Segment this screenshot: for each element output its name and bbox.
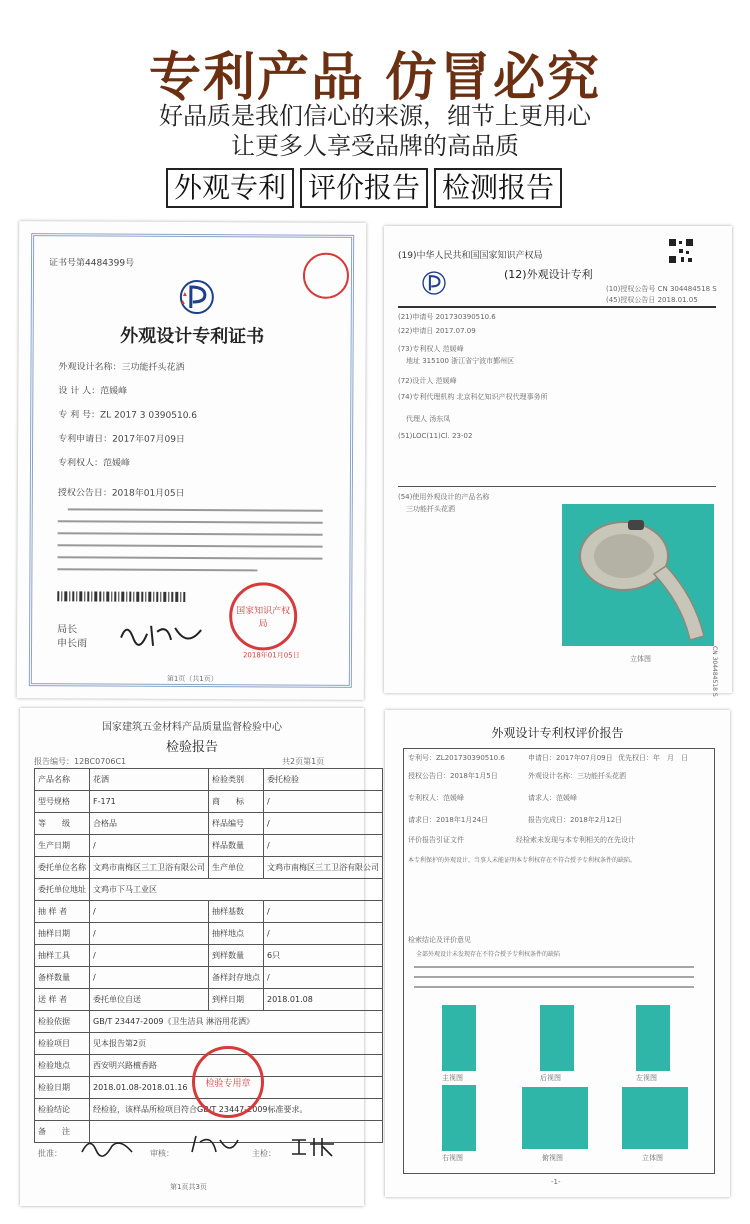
gazette-side-code: CN 304484518 S — [711, 646, 718, 697]
test-field-value: 经检验，该样品所检项目符合GB/T 23447-2009标准要求。 — [90, 1099, 383, 1121]
test-report-row — [35, 967, 383, 989]
gazette-owner: (73)专利权人 范媛峰 — [398, 345, 464, 353]
eval-product: 外观设计名称：三功能扦头花洒 — [528, 772, 626, 780]
patent-office-emblem-icon — [177, 278, 217, 316]
eval-view-top — [522, 1087, 588, 1149]
eval-app-date: 申请日：2017年07月09日 — [528, 754, 613, 762]
owner-label: 专利权人： — [57, 458, 104, 469]
filing-date-value: 2017年07月09日 — [112, 434, 185, 445]
approver-signature — [78, 1134, 138, 1158]
test-field-label: 等 级 — [35, 813, 90, 835]
test-field-label: 检验地点 — [35, 1055, 90, 1077]
test-field-label: 到样日期 — [209, 989, 264, 1011]
test-field-label: 抽样基数 — [209, 901, 264, 923]
gazette-address: 地址 315100 浙江省宁波市鄞州区 — [406, 357, 515, 365]
certificate-footer: 第1页（共1页） — [166, 674, 218, 684]
test-report-row — [35, 769, 383, 791]
test-field-value: / — [264, 835, 383, 857]
eval-view-label-4: 俯视图 — [542, 1154, 563, 1162]
eval-view-label-3: 右视图 — [442, 1154, 463, 1162]
eval-owner: 专利权人：范媛峰 — [408, 794, 464, 802]
office-seal-text: 国家知识产权局 — [236, 606, 291, 630]
test-field-value: / — [90, 923, 209, 945]
designer-row — [58, 383, 127, 396]
sign-review-label: 审核： — [150, 1149, 174, 1158]
evaluation-footer: -1- — [551, 1178, 561, 1186]
page-header — [0, 0, 750, 215]
test-seal — [192, 1046, 264, 1118]
gazette-emblem-icon — [420, 270, 448, 296]
eval-view-right — [442, 1085, 476, 1151]
test-field-value: / — [90, 945, 209, 967]
grant-date-label: 授权公告日： — [57, 488, 112, 499]
gazette-designer: (72)设计人 范媛峰 — [398, 377, 457, 385]
patent-gazette — [384, 226, 732, 697]
gazette-app-date: (22)申请日 2017.07.09 — [398, 327, 476, 335]
office-seal — [229, 582, 297, 650]
eval-view-3d — [622, 1087, 688, 1149]
gazette-agency: (74)专利代理机构 北京科亿知识产权代理事务所 — [398, 393, 548, 401]
test-field-value: 2018.01.08-2018.01.16 — [90, 1077, 383, 1099]
patent-certificate — [17, 221, 366, 700]
grant-date-row — [58, 485, 185, 499]
eval-section-2: 检索结论及评价意见 — [408, 936, 471, 944]
eval-section-1: 评价报告引证文件 — [408, 836, 464, 844]
test-field-label: 到样数量 — [209, 945, 264, 967]
test-field-label: 抽样日期 — [35, 923, 90, 945]
filing-date-label: 专利申请日： — [58, 434, 113, 445]
gazette-divider — [398, 306, 716, 308]
test-field-value: 合格品 — [90, 813, 209, 835]
owner-value: 范媛峰 — [102, 458, 131, 469]
test-field-label: 生产单位 — [209, 857, 264, 879]
test-field-label: 型号规格 — [35, 791, 90, 813]
test-field-label: 生产日期 — [35, 835, 90, 857]
evaluation-report — [385, 710, 730, 1197]
seal-date: 2018年01月05日 — [242, 651, 300, 660]
test-report-row — [35, 813, 383, 835]
gazette-loc: (51)LOC(11)Cl. 23-02 — [398, 432, 473, 440]
gazette-app-no: (21)申请号 201730390510.6 — [398, 313, 496, 321]
certificate-body-text — [57, 503, 327, 584]
eval-req-date: 请求日：2018年1月24日 — [408, 816, 489, 824]
eval-check-2: 全部外观设计未发现存在不符合授予专利权条件的缺陷 — [416, 951, 561, 958]
test-field-value: 6只 — [264, 945, 383, 967]
test-field-label: 备样数量 — [35, 967, 90, 989]
test-report-footer: 第1页共3页 — [170, 1183, 207, 1191]
eval-view-label-1: 后视图 — [540, 1074, 561, 1082]
test-field-value: 2018.01.08 — [264, 989, 383, 1011]
corner-seal — [303, 253, 349, 299]
eval-view-label-0: 主视图 — [442, 1074, 463, 1082]
eval-view-left — [636, 1005, 670, 1071]
patent-no-row — [58, 407, 197, 421]
sign-approve-label: 批准： — [38, 1149, 62, 1158]
test-field-label: 检验项目 — [35, 1033, 90, 1055]
eval-requester: 请求人：范媛峰 — [528, 794, 577, 802]
cert-number: 证书号第4484399号 — [49, 258, 135, 269]
designer-value: 范媛峰 — [100, 386, 128, 397]
patent-no-label: 专 利 号： — [58, 410, 100, 421]
gazette-pub-no: (10)授权公告号 CN 304484518 S — [606, 285, 717, 293]
tester-signature — [288, 1134, 340, 1158]
tab-design-patent: 外观专利 — [166, 168, 294, 208]
subtitle-line-1: 好品质是我们信心的来源，细节上更用心 — [159, 102, 591, 130]
gazette-product-name: 三功能扦头花洒 — [406, 505, 455, 513]
test-field-value: / — [90, 835, 209, 857]
test-report-row — [35, 923, 383, 945]
test-field-label: 备样封存地点 — [209, 967, 264, 989]
eval-priority-value: 年 月 日 — [653, 754, 688, 762]
gazette-office: (19)中华人民共和国国家知识产权局 — [398, 251, 543, 261]
product-photo-3d — [562, 504, 714, 646]
eval-view-front — [442, 1005, 476, 1071]
test-field-label: 检验日期 — [35, 1077, 90, 1099]
test-field-value: / — [264, 813, 383, 835]
test-field-value: / — [264, 901, 383, 923]
eval-opinion-lines — [414, 963, 704, 1003]
test-field-value: 西安明兴路檀香路 — [90, 1055, 383, 1077]
test-seal-text: 检验专用章 — [205, 1078, 251, 1089]
test-field-value: F-171 — [90, 791, 209, 813]
test-field-value: 委托单位自送 — [90, 989, 209, 1011]
test-field-label: 产品名称 — [35, 769, 90, 791]
test-field-value: 委托检验 — [264, 769, 383, 791]
test-report-row — [35, 879, 383, 901]
test-field-value: 见本报告第2页 — [90, 1033, 383, 1055]
test-report-row — [35, 791, 383, 813]
test-field-label: 抽样工具 — [35, 945, 90, 967]
test-field-value: 文鸡市南梅区三工卫浴有限公司 — [264, 857, 383, 879]
test-field-label: 样品编号 — [209, 813, 264, 835]
test-field-label: 委托单位名称 — [35, 857, 90, 879]
director-name: 局长 申长雨 — [57, 624, 88, 650]
test-field-label: 抽 样 者 — [35, 901, 90, 923]
test-report-row — [35, 835, 383, 857]
test-field-label: 检验结论 — [35, 1099, 90, 1121]
test-field-value: GB/T 23447-2009《卫生洁具 淋浴用花洒》 — [90, 1011, 383, 1033]
eval-priority-label: 优先权日： — [618, 754, 653, 762]
test-report-row — [35, 901, 383, 923]
patent-no-value: ZL 2017 3 0390510.6 — [99, 410, 198, 422]
gazette-product-heading: (54)使用外观设计的产品名称 — [398, 493, 490, 501]
eval-priority — [618, 753, 688, 763]
gazette-type: (12)外观设计专利 — [504, 268, 593, 281]
eval-conclusion: 本专利保护的外观设计，当事人未能证明本专利权存在不符合授予专利权条件的缺陷。 — [408, 857, 637, 864]
barcode — [57, 591, 187, 602]
test-field-label: 商 标 — [209, 791, 264, 813]
test-report-row — [35, 989, 383, 1011]
test-report-row — [35, 857, 383, 879]
evaluation-title: 外观设计专利权评价报告 — [491, 726, 624, 740]
eval-check-1: 经检索未发现与本专利相关的在先设计 — [516, 836, 635, 844]
test-field-label: 抽样地点 — [209, 923, 264, 945]
test-field-value: 花洒 — [90, 769, 209, 791]
shower-head-image — [562, 504, 714, 646]
document-tabs — [166, 168, 584, 208]
owner-row — [58, 455, 130, 468]
test-field-label: 检验依据 — [35, 1011, 90, 1033]
test-report — [20, 708, 379, 1206]
test-field-label: 送 样 者 — [35, 989, 90, 1011]
test-field-value: 文鸡市下马工业区 — [90, 879, 383, 901]
test-field-value: / — [264, 791, 383, 813]
reviewer-signature — [186, 1132, 242, 1158]
director-signature — [117, 618, 207, 650]
test-report-row — [35, 1011, 383, 1033]
test-field-label: 样品数量 — [209, 835, 264, 857]
test-field-label: 委托单位地址 — [35, 879, 90, 901]
test-field-value: / — [264, 967, 383, 989]
design-name-label: 外观设计名称： — [58, 362, 122, 373]
test-report-pages: 共2页第1页 — [282, 757, 325, 766]
design-name-value: 三功能扦头花洒 — [121, 362, 185, 373]
test-field-label: 备 注 — [35, 1121, 90, 1143]
sign-test-label: 主检： — [252, 1149, 276, 1158]
eval-pub-date: 授权公告日：2018年1月5日 — [408, 772, 498, 780]
test-field-value: / — [90, 901, 209, 923]
test-field-value: / — [90, 967, 209, 989]
gazette-pub-date: (45)授权公告日 2018.01.05 — [606, 296, 698, 304]
gazette-view-label: 立体图 — [630, 655, 651, 663]
evaluation-frame — [403, 748, 715, 1174]
design-name-row — [58, 359, 184, 373]
test-report-title: 检验报告 — [165, 740, 218, 755]
gazette-agent: 代理人 汤东凤 — [406, 415, 451, 423]
qr-code — [668, 238, 694, 264]
eval-done-date: 报告完成日：2018年2月12日 — [528, 816, 623, 824]
eval-view-label-5: 立体图 — [642, 1154, 663, 1162]
subtitle-line-2: 让更多人享受品牌的高品质 — [231, 132, 519, 160]
test-field-value: / — [264, 923, 383, 945]
test-report-no: 报告编号：12BC0706C1 — [34, 757, 127, 766]
test-center: 国家建筑五金材料产品质量监督检验中心 — [102, 722, 282, 733]
eval-view-back — [540, 1005, 574, 1071]
certificate-title: 外观设计专利证书 — [120, 325, 265, 348]
test-field-label: 检验类别 — [209, 769, 264, 791]
page-title: 专利产品 仿冒必究 — [148, 48, 602, 108]
eval-patent-no: 专利号：ZL201730390510.6 — [408, 754, 505, 762]
tab-test-report: 检测报告 — [434, 168, 562, 208]
test-field-value: 文鸡市南梅区三工卫浴有限公司 — [90, 857, 209, 879]
designer-label: 设 计 人： — [58, 386, 101, 397]
filing-date-row — [58, 431, 185, 445]
test-report-row — [35, 945, 383, 967]
tab-evaluation-report: 评价报告 — [300, 168, 428, 208]
gazette-divider-2 — [398, 486, 716, 487]
eval-view-label-2: 左视图 — [636, 1074, 657, 1082]
grant-date-value: 2018年01月05日 — [111, 488, 185, 499]
